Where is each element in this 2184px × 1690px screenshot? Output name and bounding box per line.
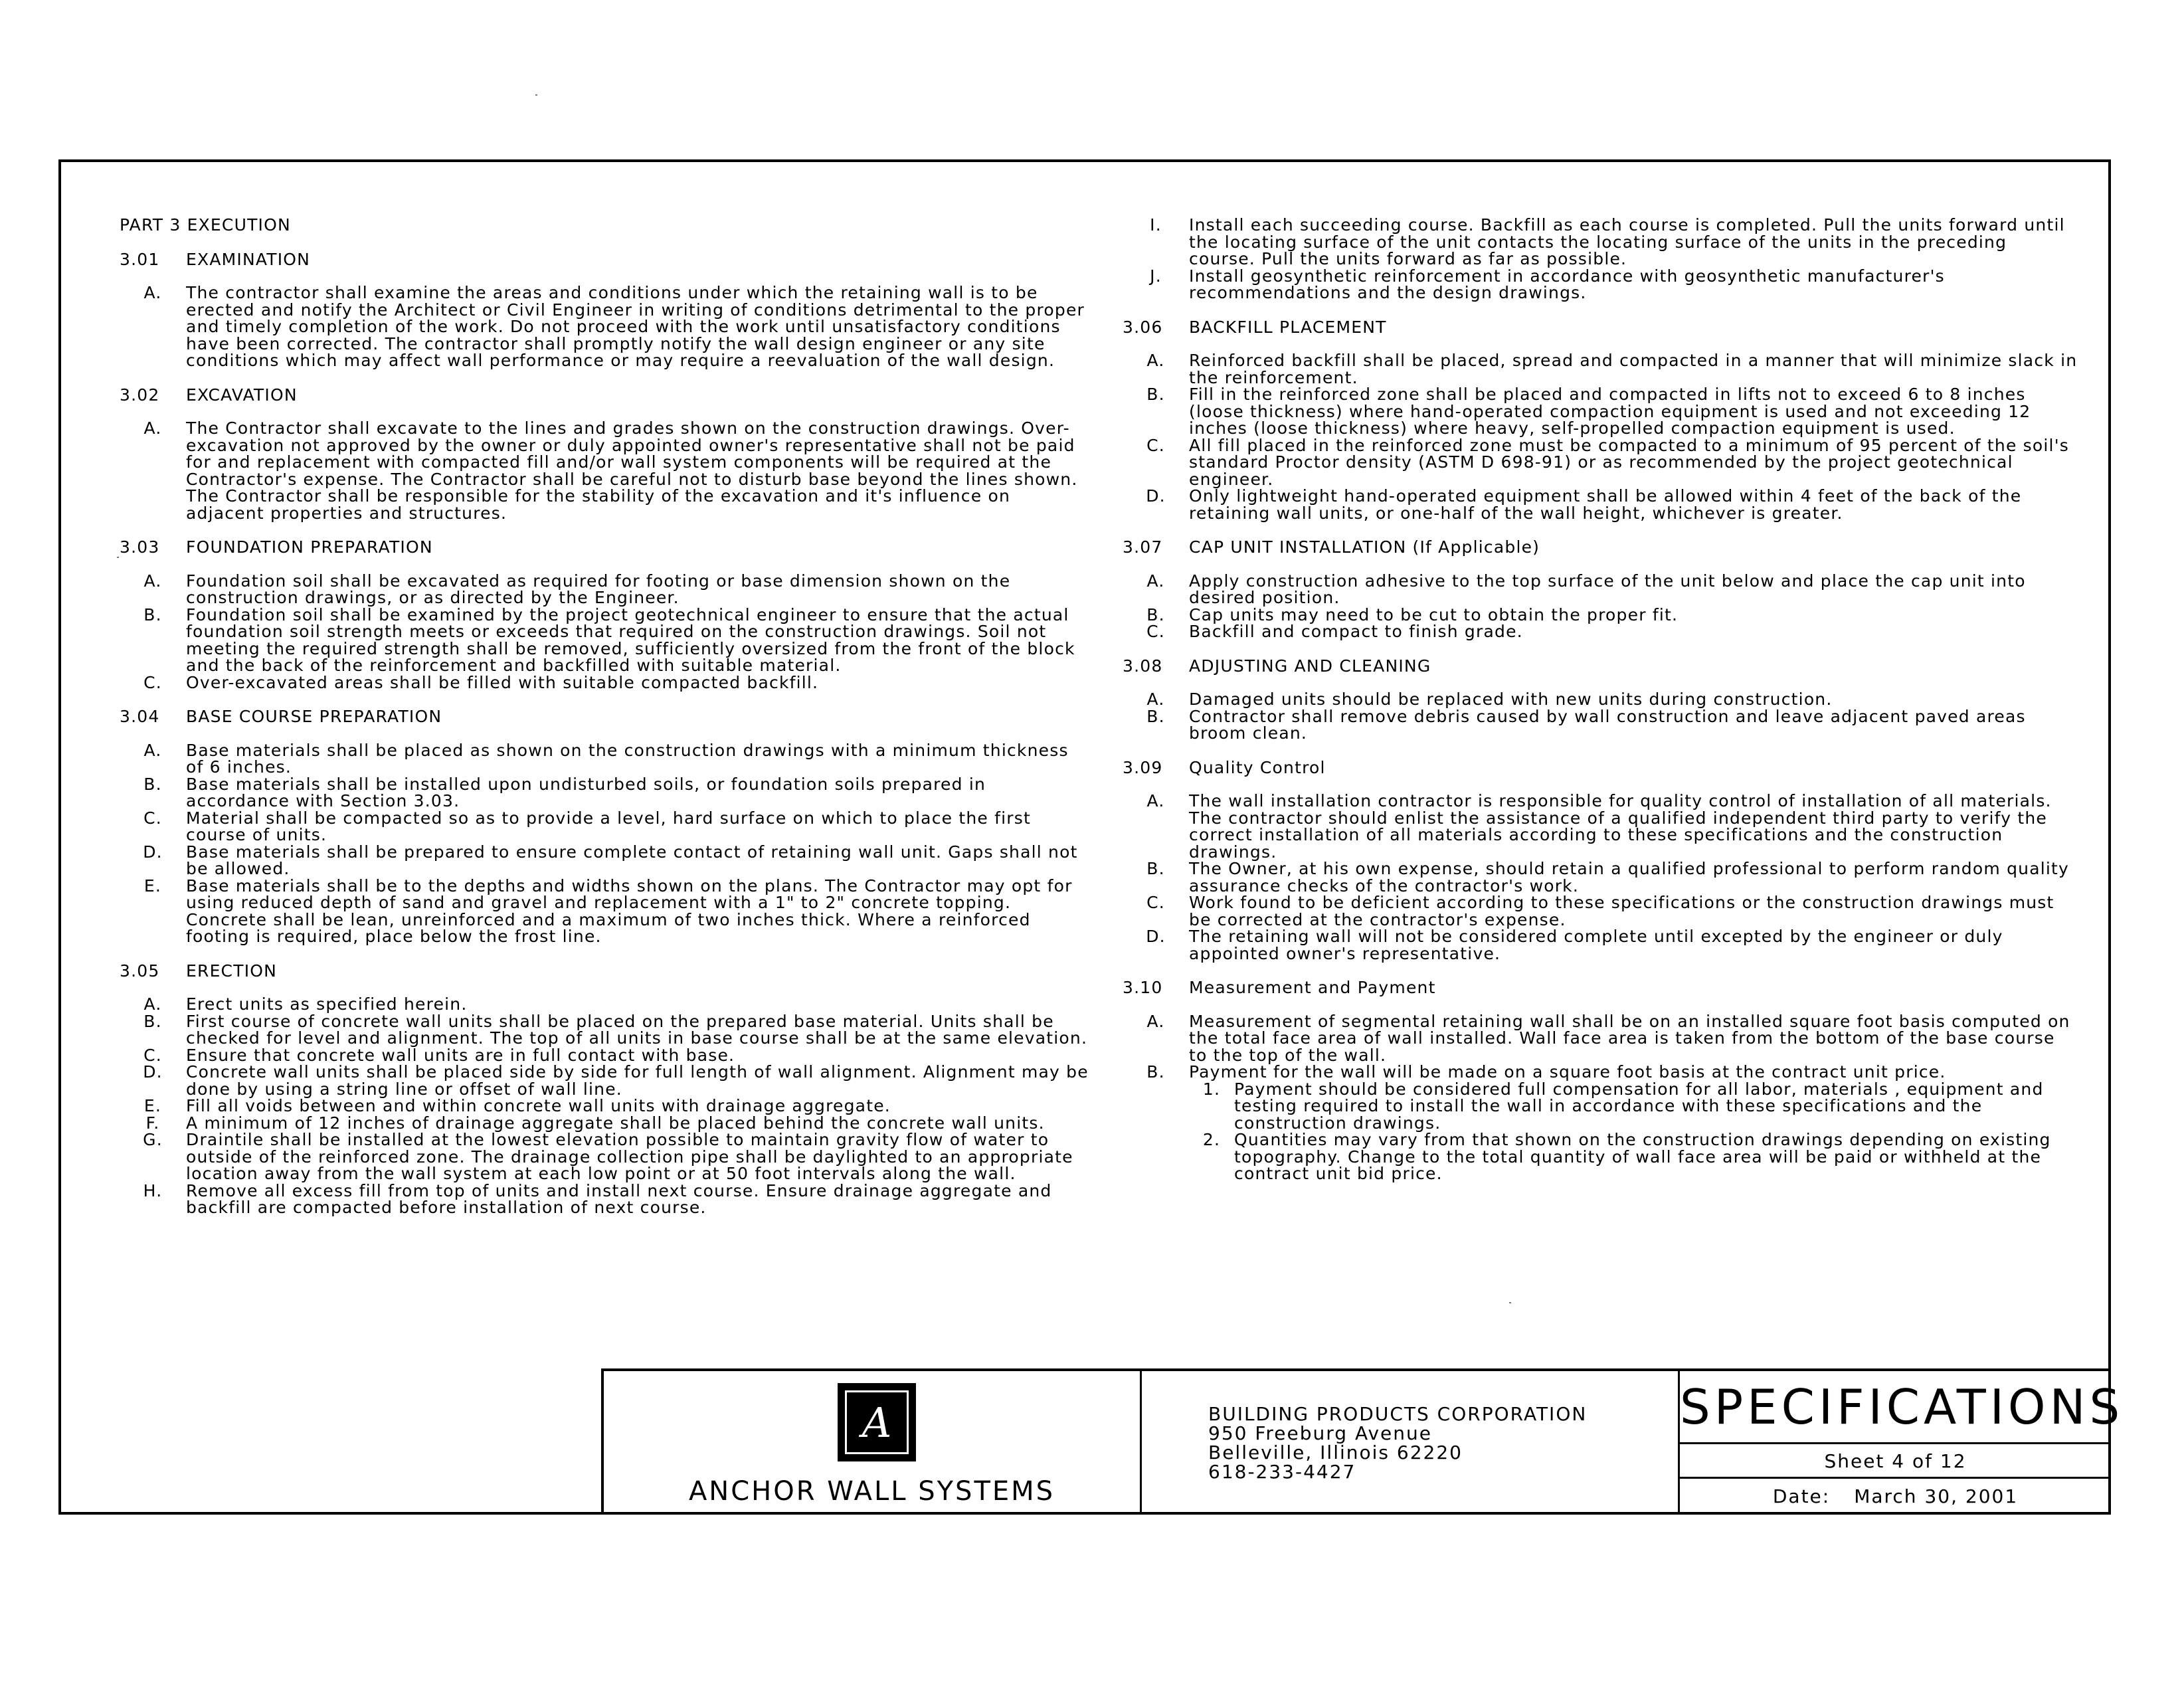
address-line-2: 950 Freeburg Avenue	[1208, 1422, 1433, 1444]
spec-item	[120, 284, 1089, 369]
item-text: Ensure that concrete wall units are in full contact with base.	[186, 1045, 735, 1065]
item-letter: D.	[143, 1062, 163, 1081]
section-number: 3.07	[1123, 537, 1163, 557]
section-number: 3.09	[1123, 757, 1163, 777]
spec-item	[120, 1047, 1089, 1064]
spec-item	[120, 1064, 1089, 1097]
item-letter: A.	[1146, 1011, 1165, 1031]
sub-item	[1189, 1131, 2079, 1182]
spec-item	[1123, 691, 2079, 708]
item-text: Material shall be compacted so as to provide a level, hard surface on which to place the first course of units.	[186, 808, 1032, 844]
item-letter: B.	[1146, 706, 1165, 726]
spec-item	[1123, 1064, 2079, 1182]
spec-item	[120, 573, 1089, 607]
item-text: Fill in the reinforced zone shall be placed and compacted in lifts not to exceed 6 to 8 inches (loose thickness) where hand-operated compaction equipment is used and not exceeding 12 inches (loose thickness) where heavy, self-propelled compaction equipment is used.	[1189, 385, 2031, 438]
section-heading	[1123, 979, 2079, 996]
section-number: 3.03	[120, 537, 160, 557]
item-text: Install each succeeding course. Backfill as each course is completed. Pull the units forward until the locating surface of the unit contacts the locating surface of the units in the preceding course. Pull the units forward as far as possible.	[1189, 215, 2065, 268]
spec-item	[1123, 928, 2079, 962]
item-text: The wall installation contractor is responsible for quality control of installation of all materials. The contractor should enlist the assistance of a qualified independent third party to verify the correct installation of all materials according to these specifications and the construction drawings.	[1189, 791, 2052, 862]
address-cell	[1142, 1371, 1680, 1515]
spec-item	[1123, 437, 2079, 488]
spec-section	[120, 387, 1089, 522]
spec-item	[120, 878, 1089, 945]
spec-item	[120, 1182, 1089, 1216]
section-heading	[120, 963, 1089, 980]
item-letter: A.	[143, 419, 162, 438]
spec-section	[120, 963, 1089, 1216]
item-letter: E.	[143, 876, 162, 895]
spec-item	[120, 607, 1089, 674]
item-letter: A.	[143, 740, 162, 760]
item-letter: C.	[143, 808, 162, 828]
item-letter: H.	[143, 1180, 163, 1200]
section-heading	[1123, 759, 2079, 777]
spec-cell	[1680, 1371, 2124, 1515]
section-number: 3.01	[120, 249, 160, 269]
item-text: Backfill and compact to finish grade.	[1189, 622, 1523, 641]
sub-item-number: 2.	[1202, 1130, 1221, 1149]
anchor-logo	[838, 1383, 916, 1461]
item-text: Foundation soil shall be excavated as required for footing or base dimension shown on the construction drawings, or as directed by the Engineer.	[186, 571, 1011, 607]
spec-item	[120, 420, 1089, 521]
item-text: Apply construction adhesive to the top surface of the unit below and place the cap unit into desired position.	[1189, 571, 2026, 607]
spec-item	[120, 1131, 1089, 1182]
item-text: Foundation soil shall be examined by the project geotechnical engineer to ensure that the actual foundation soil strength meets or exceeds that required on the construction drawings. Soil not meeting the required strength shall be removed, sufficiently oversized from the front of the block and the back of the reinforcement and backfilled with suitable material.	[186, 605, 1075, 675]
item-letter: A.	[143, 994, 162, 1014]
item-text: The contractor shall examine the areas and conditions under which the retaining wall is to be erected and notify the Architect or Civil Engineer in writing of conditions detrimental to the proper and timely completion of the work. Do not proceed with the work until unsatisfactory conditions have been corrected. The contractor shall promptly notify the wall design engineer or any site conditions which may affect wall performance or may require a reevaluation of the wall design.	[186, 283, 1085, 370]
drawing-title: SPECIFICATIONS	[1680, 1371, 2111, 1444]
item-letter: B.	[143, 774, 162, 794]
title-block	[601, 1368, 2124, 1515]
item-letter: J.	[1150, 266, 1162, 286]
spec-item	[1123, 352, 2079, 386]
spec-item	[1123, 268, 2079, 302]
address-line-3: Belleville, Illinois 62220	[1208, 1442, 1463, 1463]
item-text: First course of concrete wall units shall be placed on the prepared base material. Units shall be checked for level and alignment. The top of all units in base course shall be at the same elevation.	[186, 1011, 1088, 1048]
item-text: Contractor shall remove debris caused by wall construction and leave adjacent paved areas broom clean.	[1189, 706, 2026, 743]
item-letter: G.	[143, 1130, 163, 1149]
item-letter: A.	[143, 283, 162, 302]
spec-item	[1123, 623, 2079, 640]
item-text: Draintile shall be installed at the lowest elevation possible to maintain gravity flow of water to outside of the reinforced zone. The drainage collection pipe shall be daylighted to an appropriate location away from the wall system at each low point or at 50 foot intervals along the wall.	[186, 1130, 1073, 1183]
item-text: Over-excavated areas shall be filled with suitable compacted backfill.	[186, 672, 819, 692]
spec-item	[1123, 1013, 2079, 1064]
date-label: Date:	[1772, 1485, 1831, 1507]
spec-item	[120, 1097, 1089, 1115]
left-sections	[120, 251, 1089, 1216]
item-letter: B.	[1146, 385, 1165, 404]
company-name: ANCHOR WALL SYSTEMS	[688, 1476, 1055, 1507]
item-text: The retaining wall will not be considered complete until excepted by the engineer or duly appointed owner's representative.	[1189, 927, 2003, 963]
item-text: Only lightweight hand-operated equipment shall be allowed within 4 feet of the back of the retaining wall units, or one-half of the wall height, whichever is greater.	[1189, 486, 2022, 523]
item-text: Base materials shall be to the depths and widths shown on the plans. The Contractor may opt for using reduced depth of sand and gravel and replacement with a 1" to 2" concrete topping. Concrete shall be lean, unreinforced and a maximum of two inches thick. Where a reinforced footing is required, place below the frost line.	[186, 876, 1073, 946]
section-number: 3.06	[1123, 317, 1163, 337]
item-text: Install geosynthetic reinforcement in accordance with geosynthetic manufacturer's recommendations and the design drawings.	[1189, 266, 1945, 302]
item-text: Base materials shall be installed upon undisturbed soils, or foundation soils prepared in accordance with Section 3.03.	[186, 774, 986, 810]
item-letter: F.	[145, 1113, 160, 1133]
scan-speck	[535, 94, 537, 96]
item-text: Work found to be deficient according to these specifications or the construction drawings must be corrected at the contractor's expense.	[1189, 893, 2054, 929]
sub-item	[1189, 1081, 2079, 1132]
spec-section	[1123, 658, 2079, 742]
section-number: 3.05	[120, 961, 160, 981]
section-heading	[120, 251, 1089, 268]
item-letter: C.	[1146, 435, 1165, 455]
spec-section	[1123, 539, 2079, 640]
spec-section	[120, 708, 1089, 945]
item-letter: A.	[143, 571, 162, 591]
item-text: Reinforced backfill shall be placed, spread and compacted in a manner that will minimize slack in the reinforcement.	[1189, 351, 2078, 387]
section-title: Quality Control	[1189, 757, 1326, 777]
date-value: March 30, 2001	[1854, 1485, 2019, 1507]
right-column	[1123, 217, 2079, 1200]
section-heading	[120, 387, 1089, 404]
address-line-4: 618-233-4427	[1208, 1461, 1356, 1483]
spec-item	[1123, 217, 2079, 268]
logo-cell	[604, 1371, 1142, 1515]
spec-item	[120, 1115, 1089, 1132]
item-text: Concrete wall units shall be placed side by side for full length of wall alignment. Alignment may be done by using a string line or offset of wall line.	[186, 1062, 1089, 1099]
section-heading	[1123, 539, 2079, 556]
spec-item	[120, 810, 1089, 844]
sub-item-number: 1.	[1202, 1079, 1221, 1099]
address-line-1: BUILDING PRODUCTS CORPORATION	[1208, 1403, 1588, 1425]
sheet-number: Sheet 4 of 12	[1680, 1444, 2111, 1479]
item-body	[1189, 1064, 2079, 1182]
item-letter: C.	[143, 672, 162, 692]
section-heading	[1123, 319, 2079, 336]
sub-item-text: Quantities may vary from that shown on the construction drawings depending on existing topography. Change to the total quantity of wall face area will be paid or withheld at the contract unit bid price.	[1234, 1130, 2051, 1183]
item-letter: A.	[1146, 791, 1165, 810]
item-text: Payment for the wall will be made on a square foot basis at the contract unit price.	[1189, 1062, 1946, 1081]
section-title: ADJUSTING AND CLEANING	[1189, 656, 1431, 676]
item-letter: C.	[1146, 622, 1165, 641]
section-title: BASE COURSE PREPARATION	[186, 707, 442, 726]
item-text: All fill placed in the reinforced zone must be compacted to a minimum of 95 percent of the soil's standard Proctor density (ASTM D 698-91) or as recommended by the project geotechnical engineer.	[1189, 435, 2069, 489]
spec-item	[1123, 894, 2079, 928]
section-title: EXAMINATION	[186, 249, 311, 269]
item-text: Base materials shall be placed as shown on the construction drawings with a minimum thickness of 6 inches.	[186, 740, 1069, 777]
item-text: The Owner, at his own expense, should retain a qualified professional to perform random quality assurance checks of the contractor's work.	[1189, 859, 2069, 895]
item-letter: D.	[1146, 486, 1166, 506]
item-letter: C.	[143, 1045, 162, 1065]
section-heading	[120, 539, 1089, 556]
spec-item	[1123, 386, 2079, 437]
spec-section	[1123, 979, 2079, 1182]
item-letter: D.	[1146, 927, 1166, 946]
part-title: PART 3 EXECUTION	[120, 215, 291, 235]
sub-item-text: Payment should be considered full compensation for all labor, materials , equipment and testing required to install the wall in accordance with these specifications and the construction drawings.	[1234, 1079, 2044, 1133]
item-text: Damaged units should be replaced with new units during construction.	[1189, 690, 1833, 709]
item-text: Base materials shall be prepared to ensure complete contact of retaining wall unit. Gaps shall not be allowed.	[186, 842, 1078, 878]
spec-section	[1123, 759, 2079, 963]
spec-item	[1123, 607, 2079, 624]
section-title: EXCAVATION	[186, 385, 298, 405]
right-sections	[1123, 319, 2079, 1182]
item-letter: B.	[1146, 605, 1165, 624]
item-letter: C.	[1146, 893, 1165, 912]
scan-speck	[117, 557, 119, 558]
item-text: Remove all excess fill from top of units and install next course. Ensure drainage aggregate and backfill are compacted before installation of next course.	[186, 1180, 1052, 1217]
spec-item	[120, 742, 1089, 776]
item-letter: B.	[1146, 859, 1165, 878]
item-letter: B.	[143, 1011, 162, 1031]
spec-item	[120, 674, 1089, 692]
section-heading	[1123, 658, 2079, 675]
spec-item	[1123, 793, 2079, 860]
section-number: 3.04	[120, 707, 160, 726]
item-letter: A.	[1146, 351, 1165, 370]
item-text: Erect units as specified herein.	[186, 994, 468, 1014]
spec-section	[120, 539, 1089, 691]
scan-speck	[1509, 1302, 1511, 1303]
spec-item	[120, 1013, 1089, 1047]
section-title: BACKFILL PLACEMENT	[1189, 317, 1387, 337]
item-letter: I.	[1150, 215, 1162, 235]
spec-item	[120, 776, 1089, 810]
item-text: A minimum of 12 inches of drainage aggregate shall be placed behind the concrete wall units.	[186, 1113, 1045, 1133]
item-letter: A.	[1146, 571, 1165, 591]
spec-item	[1123, 573, 2079, 607]
section-title: ERECTION	[186, 961, 278, 981]
section-number: 3.08	[1123, 656, 1163, 676]
spec-item	[1123, 488, 2079, 521]
item-text: Measurement of segmental retaining wall shall be on an installed square foot basis computed on the total face area of wall installed. Wall face area is taken from the bottom of the base course to the top of the wall.	[1189, 1011, 2070, 1065]
spec-item	[1123, 708, 2079, 742]
address-block	[1142, 1404, 1678, 1481]
right-lead-items	[1123, 217, 2079, 302]
item-text: The Contractor shall excavate to the lines and grades shown on the construction drawings. Over-excavation not approved by the owner or duly appointed owner's representative shall not be paid for and replacement with compacted fill and/or wall system components will be required at the Contractor's expense. The Contractor shall be careful not to disturb base beyond the lines shown. The Contractor shall be responsible for the stability of the excavation and it's influence on adjacent properties and structures.	[186, 419, 1078, 523]
section-title: FOUNDATION PREPARATION	[186, 537, 433, 557]
item-letter: B.	[143, 605, 162, 624]
section-title: Measurement and Payment	[1189, 978, 1436, 997]
section-number: 3.02	[120, 385, 160, 405]
spec-item	[1123, 860, 2079, 894]
item-letter: A.	[1146, 690, 1165, 709]
item-letter: D.	[143, 842, 163, 862]
item-text: Fill all voids between and within concrete wall units with drainage aggregate.	[186, 1096, 891, 1115]
date-row	[1680, 1479, 2111, 1515]
item-text: Cap units may need to be cut to obtain the proper fit.	[1189, 605, 1679, 624]
section-number: 3.10	[1123, 978, 1163, 997]
left-column	[120, 217, 1089, 1234]
spec-item	[120, 844, 1089, 878]
logo-letter: A	[845, 1390, 909, 1454]
item-letter: E.	[143, 1096, 162, 1115]
spec-section	[1123, 319, 2079, 522]
section-title: CAP UNIT INSTALLATION (If Applicable)	[1189, 537, 1540, 557]
spec-section	[120, 251, 1089, 369]
item-letter: B.	[1146, 1062, 1165, 1081]
section-heading	[120, 708, 1089, 725]
spec-item	[120, 996, 1089, 1013]
